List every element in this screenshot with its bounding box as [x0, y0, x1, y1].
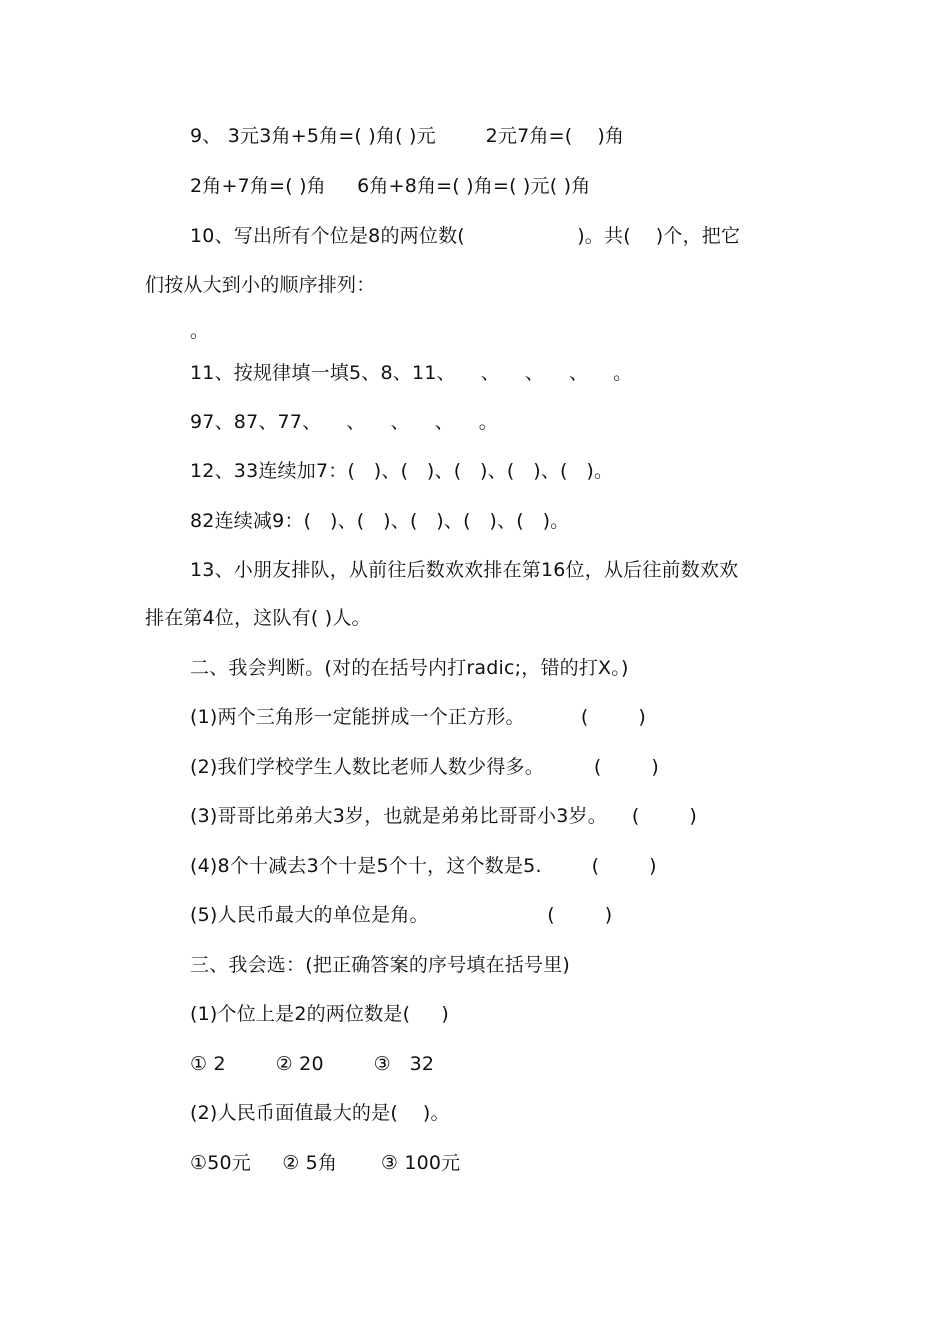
question-10-line-2: 们按从大到小的顺序排列： — [145, 274, 376, 296]
question-9-line-1: 9、 3元3角+5角=( )角( )元 2元7角=( )角 — [190, 125, 625, 147]
judge-item-5: (5)人民币最大的单位是角。 ( ) — [190, 904, 613, 926]
question-11-line-2: 97、87、77、 、 、 、 。 — [190, 411, 498, 433]
choice-2-options: ①50元 ② 5角 ③ 100元 — [190, 1152, 461, 1174]
section-2-title: 二、我会判断。(对的在括号内打radic;，错的打X。) — [190, 657, 629, 679]
choice-1-question: (1)个位上是2的两位数是( ) — [190, 1003, 450, 1025]
question-13-line-1: 13、小朋友排队，从前往后数欢欢排在第16位，从后往前数欢欢 — [190, 559, 739, 581]
question-13-line-2: 排在第4位，这队有( )人。 — [145, 607, 371, 629]
judge-item-2: (2)我们学校学生人数比老师人数少得多。 ( ) — [190, 756, 659, 778]
section-3-title: 三、我会选：(把正确答案的序号填在括号里) — [190, 954, 571, 976]
question-10-line-3: 。 — [190, 320, 210, 342]
choice-2-question: (2)人民币面值最大的是( )。 — [190, 1102, 450, 1124]
choice-1-options: ① 2 ② 20 ③ 32 — [190, 1053, 435, 1075]
judge-item-3: (3)哥哥比弟弟大3岁，也就是弟弟比哥哥小3岁。 ( ) — [190, 805, 697, 827]
question-9-line-2: 2角+7角=( )角 6角+8角=( )角=( )元( )角 — [190, 175, 591, 197]
judge-item-4: (4)8个十减去3个十是5个十，这个数是5. ( ) — [190, 855, 657, 877]
question-11-line-1: 11、按规律填一填5、8、11、 、 、 、 。 — [190, 362, 633, 384]
judge-item-1: (1)两个三角形一定能拼成一个正方形。 ( ) — [190, 706, 647, 728]
question-12-line-2: 82连续减9：( )、( )、( )、( )、( )。 — [190, 510, 570, 532]
question-12-line-1: 12、33连续加7：( )、( )、( )、( )、( )。 — [190, 460, 614, 482]
question-10-line-1: 10、写出所有个位是8的两位数( )。共( )个，把它 — [190, 225, 741, 247]
